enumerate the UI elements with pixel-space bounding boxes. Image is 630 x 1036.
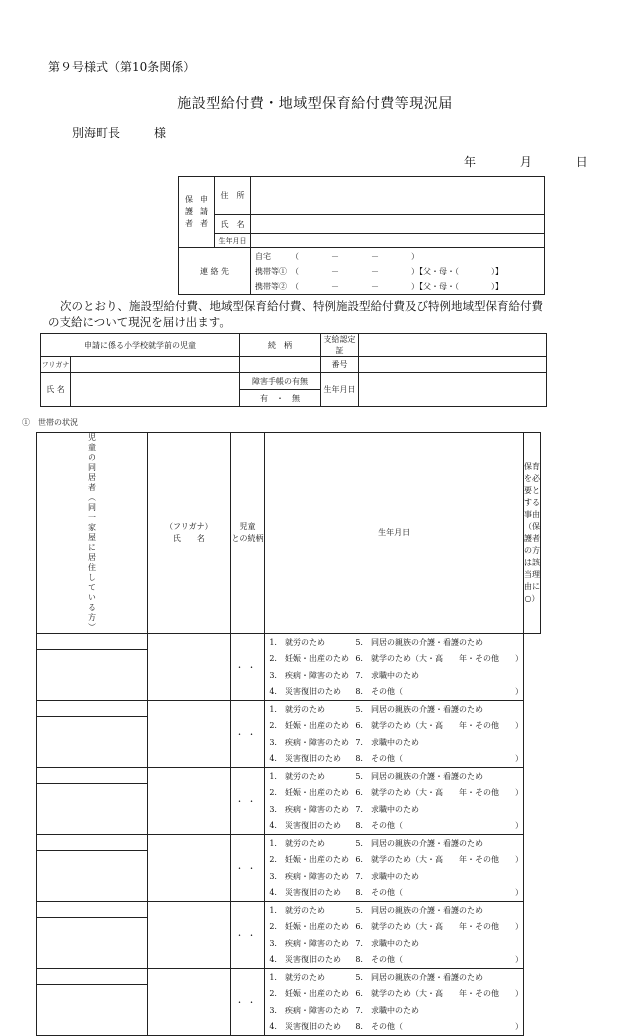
member-reasons[interactable] — [265, 835, 524, 902]
member-relation-field[interactable] — [148, 969, 231, 1036]
reason-option[interactable]: 7. 求職中のため — [355, 670, 419, 680]
reason-option[interactable]: 3. 疾病・障害のため — [269, 670, 349, 680]
disability-value[interactable]: 有 ・ 無 — [240, 390, 321, 407]
member-name-field[interactable] — [37, 851, 148, 902]
name-field[interactable] — [251, 215, 545, 234]
date-month: 月 — [519, 155, 532, 169]
child-name-label: 氏 名 — [41, 373, 71, 407]
child-table — [40, 333, 547, 407]
household-table — [36, 432, 541, 1036]
header-name: （フリガナ） 氏 名 — [148, 433, 231, 634]
reason-option[interactable]: 4. 災害復旧のため — [269, 754, 341, 764]
reason-option[interactable]: 3. 疾病・障害のため — [269, 737, 349, 747]
applicant-table — [178, 176, 545, 295]
child-name-field[interactable] — [71, 373, 240, 407]
reason-option[interactable]: 3. 疾病・障害のため — [269, 938, 349, 948]
form-number: 第９号様式（第10条関係） — [48, 60, 196, 74]
reason-line[interactable] — [265, 986, 523, 1003]
reason-line[interactable] — [265, 1002, 523, 1019]
reason-option[interactable]: 1. 就労のため — [269, 637, 325, 647]
reason-option[interactable]: 3. 疾病・障害のため — [269, 1005, 349, 1015]
reason-line[interactable] — [265, 785, 523, 802]
contact-mobile-1: 携帯等① （ － － ）【父・母・（ ）】 — [255, 266, 503, 276]
member-birth-field[interactable]: ・・ — [230, 701, 265, 768]
member-birth-field[interactable]: ・・ — [230, 969, 265, 1036]
header-reason: 保育を必要とする事由 （保護者の方は該当理由に○） — [524, 433, 541, 634]
member-relation-field[interactable] — [148, 701, 231, 768]
reason-line[interactable] — [265, 1019, 523, 1036]
reason-line[interactable] — [265, 885, 523, 902]
intro-text: 次のとおり、施設型給付費、地域型保育給付費、特例施設型給付費及び特例地域型保育給付費の支給について現況を届け出ます。 — [48, 299, 543, 329]
household-row — [37, 902, 541, 918]
household-side-label: 児童の同居者（同一家屋に居住している方） — [37, 433, 148, 634]
address-label: 住 所 — [215, 177, 251, 215]
reason-option[interactable]: 4. 災害復旧のため — [269, 955, 341, 965]
reason-option[interactable]: 1. 就労のため — [269, 838, 325, 848]
reason-option[interactable]: 4. 災害復旧のため — [269, 1022, 341, 1032]
member-name-field[interactable] — [37, 784, 148, 835]
reason-option[interactable]: 5. 同居の親族の介護・看護のため — [355, 905, 483, 915]
child-furigana-field[interactable] — [71, 357, 240, 373]
reason-option[interactable]: 2. 妊娠・出産のため — [269, 989, 349, 999]
reason-line[interactable] — [265, 718, 523, 735]
household-row — [37, 768, 541, 784]
reason-line[interactable] — [265, 651, 523, 668]
reason-option[interactable]: 2. 妊娠・出産のため — [269, 654, 349, 664]
reason-option[interactable]: 2. 妊娠・出産のため — [269, 922, 349, 932]
reason-option[interactable]: 6. 就学のため（大・高 年・その他 ） — [355, 989, 523, 999]
reason-option[interactable]: 6. 就学のため（大・高 年・その他 ） — [355, 654, 523, 664]
reason-option[interactable]: 8. その他（ ） — [355, 888, 523, 898]
reason-line[interactable] — [265, 734, 523, 751]
member-relation-field[interactable] — [148, 768, 231, 835]
reason-option[interactable]: 5. 同居の親族の介護・看護のため — [355, 704, 483, 714]
reason-option[interactable]: 1. 就労のため — [269, 905, 325, 915]
relation-field[interactable] — [240, 357, 321, 373]
reason-option[interactable]: 6. 就学のため（大・高 年・その他 ） — [355, 855, 523, 865]
reason-option[interactable]: 6. 就学のため（大・高 年・その他 ） — [355, 721, 523, 731]
reason-line[interactable] — [265, 902, 523, 919]
reason-option[interactable]: 4. 災害復旧のため — [269, 888, 341, 898]
household-row — [37, 701, 541, 717]
section-title: ① 世帯の状況 — [22, 418, 78, 427]
reason-option[interactable]: 1. 就労のため — [269, 771, 325, 781]
member-name-field[interactable] — [37, 985, 148, 1036]
addressee-suffix: 様 — [154, 126, 167, 140]
reason-option[interactable]: 7. 求職中のため — [355, 804, 419, 814]
member-birth-field[interactable]: ・・ — [230, 634, 265, 701]
reason-option[interactable]: 7. 求職中のため — [355, 938, 419, 948]
member-birth-field[interactable]: ・・ — [230, 768, 265, 835]
document-title: 施設型給付費・地域型保育給付費等現況届 — [177, 96, 453, 112]
member-reasons[interactable] — [265, 969, 524, 1036]
member-relation-field[interactable] — [148, 634, 231, 701]
cert-number-field[interactable] — [359, 334, 547, 357]
reason-line[interactable] — [265, 667, 523, 684]
household-row — [37, 835, 541, 851]
reason-line[interactable] — [265, 751, 523, 768]
reason-option[interactable]: 8. その他（ ） — [355, 687, 523, 697]
member-furigana-field[interactable] — [37, 768, 148, 784]
household-row — [37, 634, 541, 650]
member-name-field[interactable] — [37, 717, 148, 768]
reason-option[interactable]: 8. その他（ ） — [355, 955, 523, 965]
child-birth-field[interactable] — [359, 373, 547, 407]
reason-option[interactable]: 7. 求職中のため — [355, 871, 419, 881]
reason-line[interactable] — [265, 868, 523, 885]
reason-option[interactable]: 8. その他（ ） — [355, 821, 523, 831]
furigana-label: フリガナ — [41, 357, 71, 373]
child-header: 申請に係る小学校就学前の児童 — [41, 334, 240, 357]
reason-option[interactable]: 8. その他（ ） — [355, 1022, 523, 1032]
reason-option[interactable]: 6. 就学のため（大・高 年・その他 ） — [355, 788, 523, 798]
reason-option[interactable]: 8. その他（ ） — [355, 754, 523, 764]
member-reasons[interactable] — [265, 768, 524, 835]
reason-option[interactable]: 1. 就労のため — [269, 972, 325, 982]
member-reasons[interactable] — [265, 634, 524, 701]
relation-header: 続 柄 — [240, 334, 321, 357]
addressee — [72, 124, 166, 141]
date-line[interactable] — [424, 153, 588, 170]
member-furigana-field[interactable] — [37, 835, 148, 851]
reason-line[interactable] — [265, 801, 523, 818]
reason-line[interactable] — [265, 852, 523, 869]
household-row — [37, 969, 541, 985]
member-furigana-field[interactable] — [37, 634, 148, 650]
reason-option[interactable]: 3. 疾病・障害のため — [269, 804, 349, 814]
reason-option[interactable]: 4. 災害復旧のため — [269, 821, 341, 831]
member-birth-field[interactable]: ・・ — [230, 902, 265, 969]
reason-option[interactable]: 2. 妊娠・出産のため — [269, 855, 349, 865]
contact-home: 自宅 （ － － ） — [255, 251, 419, 261]
member-furigana-field[interactable] — [37, 902, 148, 918]
reason-option[interactable]: 5. 同居の親族の介護・看護のため — [355, 838, 483, 848]
reason-option[interactable]: 5. 同居の親族の介護・看護のため — [355, 972, 483, 982]
member-name-field[interactable] — [37, 650, 148, 701]
disability-label: 障害手帳の有無 — [240, 373, 321, 390]
contact-label: 連 絡 先 — [179, 248, 251, 295]
reason-line[interactable] — [265, 634, 523, 651]
cert-number-label: 番号 — [321, 357, 359, 373]
reason-line[interactable] — [265, 935, 523, 952]
reason-option[interactable]: 6. 就学のため（大・高 年・その他 ） — [355, 922, 523, 932]
reason-option[interactable]: 4. 災害復旧のため — [269, 687, 341, 697]
address-field[interactable] — [251, 177, 545, 215]
contact-mobile-2: 携帯等② （ － － ）【父・母・（ ）】 — [255, 281, 503, 291]
reason-line[interactable] — [265, 835, 523, 852]
header-relation: 児童 との続柄 — [230, 433, 265, 634]
reason-line[interactable] — [265, 818, 523, 835]
reason-option[interactable]: 5. 同居の親族の介護・看護のため — [355, 771, 483, 781]
reason-option[interactable]: 7. 求職中のため — [355, 737, 419, 747]
applicant-vertical-label: 保 申 護 請 者 者 — [179, 177, 215, 248]
cert-header: 支給認定証 — [321, 334, 359, 357]
reason-option[interactable]: 3. 疾病・障害のため — [269, 871, 349, 881]
birth-label: 生年月日 — [215, 234, 251, 248]
name-label: 氏 名 — [215, 215, 251, 234]
date-year: 年 — [464, 155, 477, 169]
addressee-name: 別海町長 — [72, 126, 121, 140]
birth-field[interactable] — [251, 234, 545, 248]
reason-line[interactable] — [265, 969, 523, 986]
reason-option[interactable]: 7. 求職中のため — [355, 1005, 419, 1015]
reason-option[interactable]: 2. 妊娠・出産のため — [269, 721, 349, 731]
member-relation-field[interactable] — [148, 902, 231, 969]
header-birth: 生年月日 — [265, 433, 524, 634]
reason-option[interactable]: 1. 就労のため — [269, 704, 325, 714]
reason-option[interactable]: 5. 同居の親族の介護・看護のため — [355, 637, 483, 647]
member-birth-field[interactable]: ・・ — [230, 835, 265, 902]
member-furigana-field[interactable] — [37, 701, 148, 717]
reason-line[interactable] — [265, 768, 523, 785]
member-relation-field[interactable] — [148, 835, 231, 902]
reason-line[interactable] — [265, 952, 523, 969]
date-day: 日 — [575, 155, 588, 169]
member-name-field[interactable] — [37, 918, 148, 969]
contact-fields[interactable] — [251, 248, 545, 295]
reason-line[interactable] — [265, 684, 523, 701]
member-reasons[interactable] — [265, 902, 524, 969]
member-reasons[interactable] — [265, 701, 524, 768]
reason-option[interactable]: 2. 妊娠・出産のため — [269, 788, 349, 798]
child-birth-label: 生年月日 — [321, 373, 359, 407]
reason-line[interactable] — [265, 701, 523, 718]
member-furigana-field[interactable] — [37, 969, 148, 985]
reason-line[interactable] — [265, 919, 523, 936]
